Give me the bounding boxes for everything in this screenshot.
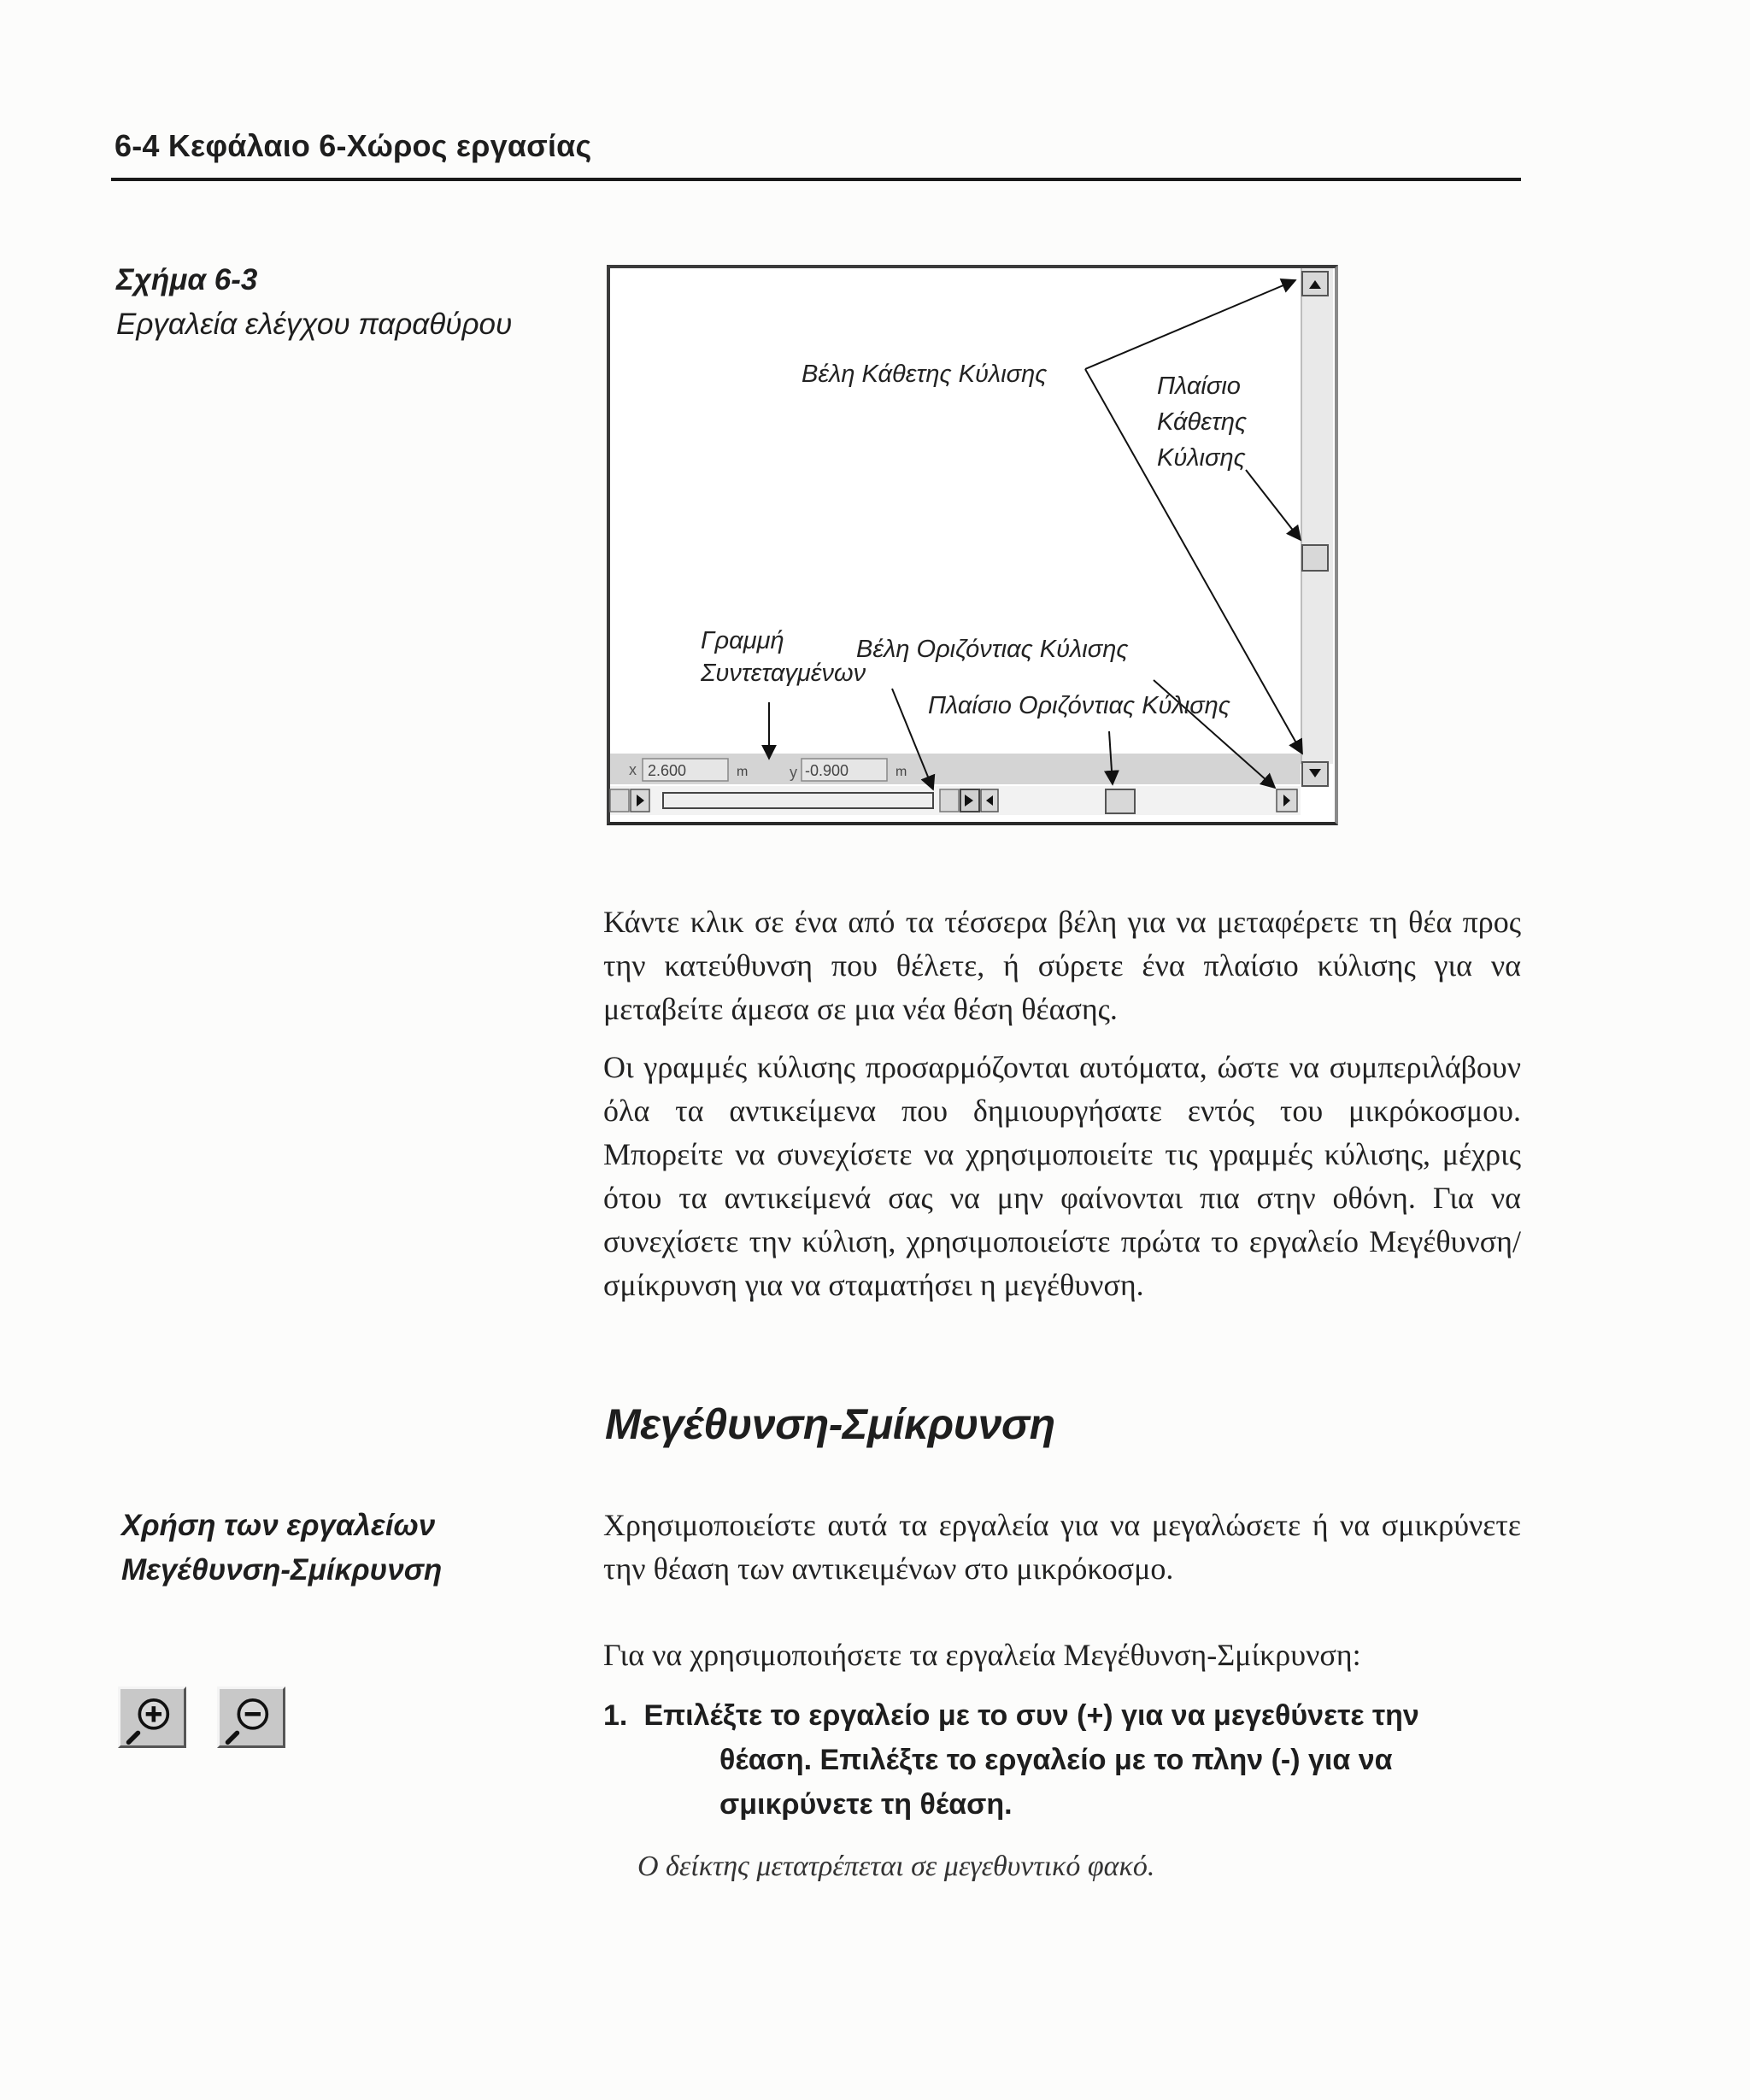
- horizontal-scrollbar[interactable]: [610, 786, 1301, 817]
- figure-caption: Εργαλεία ελέγχου παραθύρου: [116, 308, 513, 341]
- coord-x-label: x: [629, 761, 637, 778]
- zoom-in-icon: [120, 1689, 184, 1745]
- zoom-out-tool-button[interactable]: [217, 1686, 285, 1748]
- callout-vertical-box-line2: Κάθετης: [1157, 408, 1248, 436]
- header-divider: [111, 178, 1521, 181]
- result-note: Ο δείκτης μετατρέπεται σε μεγεθυντικό φακό.: [637, 1851, 1155, 1882]
- callout-coord-line1: Γραμμή: [701, 627, 784, 654]
- paragraph-scroll-autofit: Οι γραμμές κύλισης προσαρμόζονται αυτόματα, ώστε να συμπεριλάβουν όλα τα αντικείμενα που δημιουργήσατε εντός του μικρόκοσμου. Μπορείτε να συνεχίσετε να χρησιμοποιείτε τις γραμμές κύλισης, μέχρις ότου τα αντικείμενά σας να μην φαίνονται πια στην οθόνη. Για να συνεχίσετε την κύλιση, χρησιμοποιείστε πρώτα το εργαλείο Μεγέθυνση/σμίκρυνση για να σταματήσει η μεγέθυνση.: [603, 1050, 1521, 1302]
- step-text-first-line: Επιλέξτε το εργαλείο με το συν (+) για να μεγεθύνετε την: [643, 1699, 1419, 1732]
- coord-y-value: -0.900: [805, 762, 849, 779]
- callout-coord-line2: Συντεταγμένων: [701, 660, 866, 687]
- vertical-scrollbar[interactable]: [1301, 268, 1333, 786]
- side-heading: Χρήση των εργαλείων Μεγέθυνση-Σμίκρυνση: [121, 1509, 443, 1587]
- coord-x-unit: m: [737, 765, 749, 779]
- coordinate-bar: [610, 754, 1301, 784]
- step-number: 1.: [603, 1699, 628, 1732]
- step-text-continuation: θέαση. Επιλέξτε το εργαλείο με το πλην (-) για να σμικρύνετε τη θέαση.: [719, 1744, 1393, 1821]
- callout-horizontal-box: Πλαίσιο Οριζόντιας Κύλισης: [928, 692, 1230, 719]
- figure-label: Σχήμα 6-3: [116, 263, 258, 296]
- paragraph-zoom-intro: Χρησιμοποιείστε αυτά τα εργαλεία για να μεγαλώσετε ή να σμικρύνετε την θέαση των αντικειμένων στο μικρόκοσμο.: [603, 1508, 1521, 1586]
- callout-vertical-arrows: Βέλη Κάθετης Κύλισης: [802, 361, 1048, 388]
- coord-x-value: 2.600: [648, 762, 687, 779]
- callout-horizontal-arrows: Βέλη Οριζόντιας Κύλισης: [856, 636, 1129, 663]
- figure-illustration: [607, 265, 1338, 825]
- tab-scroll-track[interactable]: [663, 793, 933, 808]
- paragraph-zoom-howto: Για να χρησιμοποιήσετε τα εργαλεία Μεγέθυνση-Σμίκρυνση:: [603, 1638, 1361, 1672]
- callout-vertical-box-line1: Πλαίσιο: [1157, 372, 1241, 400]
- zoom-in-tool-button[interactable]: [118, 1686, 186, 1748]
- page-header-title: 6-4 Κεφάλαιο 6-Χώρος εργασίας: [115, 128, 592, 163]
- paragraph-scroll-usage: Κάντε κλικ σε ένα από τα τέσσερα βέλη για να μεταφέρετε τη θέα προς την κατεύθυνση που θέλετε, ή σύρετε ένα πλαίσιο κύλισης για να μεταβείτε άμεσα σε μια νέα θέση θέασης.: [603, 905, 1521, 1026]
- horizontal-scroll-thumb[interactable]: [1106, 789, 1135, 813]
- section-heading: Μεγέθυνση-Σμίκρυνση: [605, 1400, 1055, 1448]
- zoom-out-icon: [220, 1689, 283, 1745]
- instruction-step-1: [603, 1693, 1526, 1827]
- coord-y-label: y: [790, 764, 797, 781]
- vertical-scroll-thumb[interactable]: [1302, 545, 1328, 571]
- coord-y-unit: m: [896, 765, 907, 779]
- callout-vertical-box-line3: Κύλισης: [1157, 444, 1246, 472]
